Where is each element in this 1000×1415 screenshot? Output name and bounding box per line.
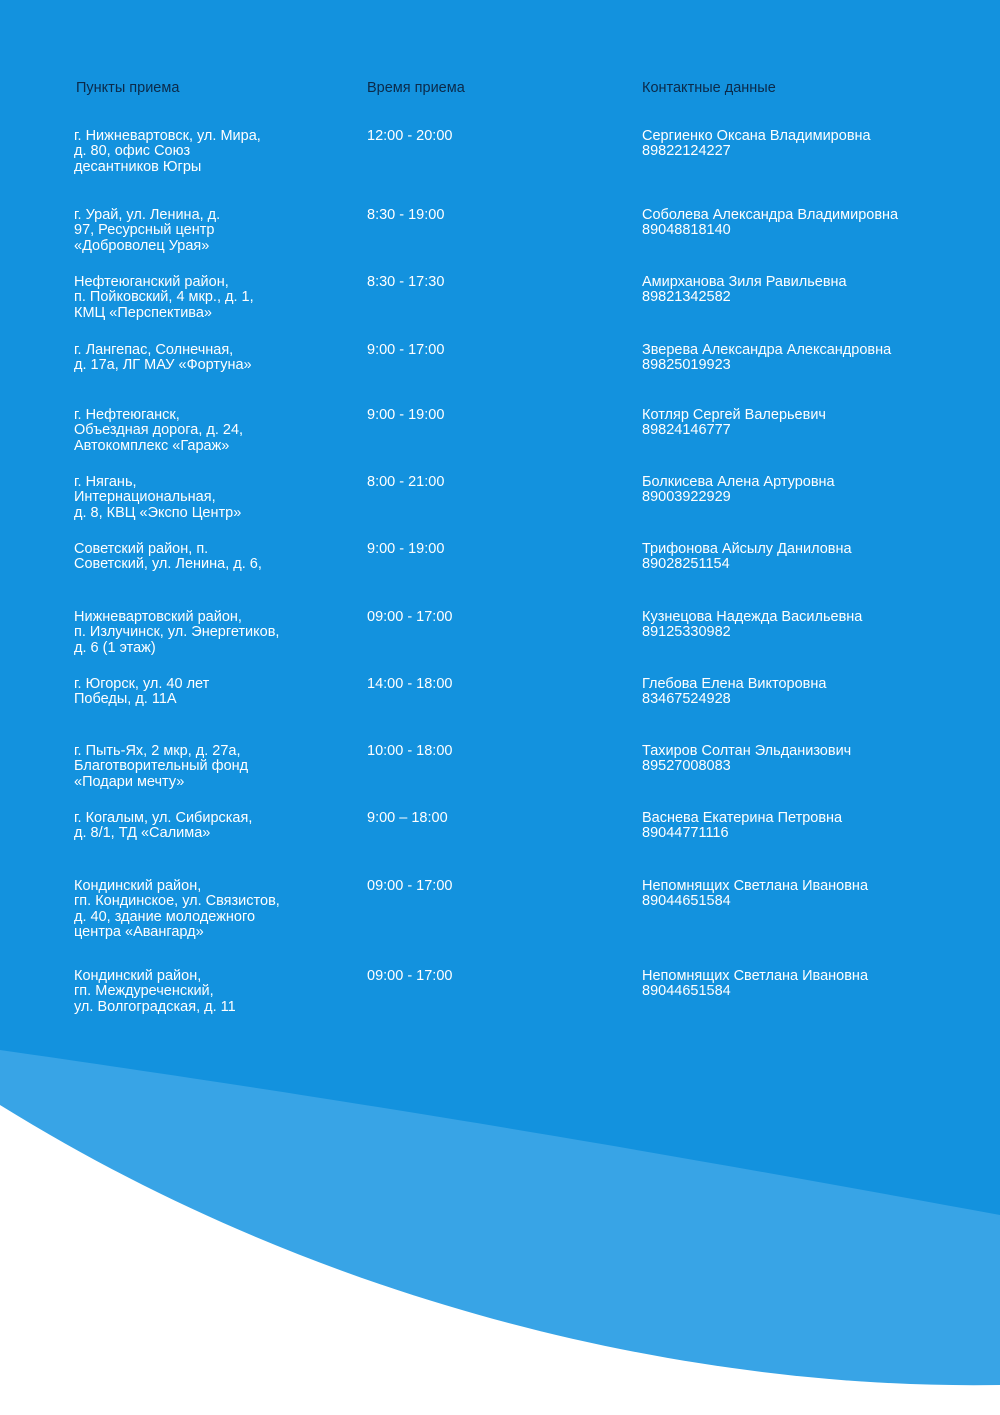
row-contact (642, 811, 982, 842)
row-contact (642, 129, 982, 160)
row-time: 9:00 - 19:00 (367, 541, 445, 557)
row-contact (642, 208, 982, 239)
contact-name: Амирханова Зиля Равильевна (642, 274, 847, 290)
contact-name: Кузнецова Надежда Васильевна (642, 609, 863, 625)
row-contact (642, 275, 982, 306)
row-time: 9:00 – 18:00 (367, 810, 448, 826)
row-address: Кондинский район, гп. Кондинское, ул. Связистов, д. 40, здание молодежного центра «Авангард» (74, 878, 280, 941)
row-contact (642, 343, 982, 374)
row-address: г. Пыть-Ях, 2 мкр, д. 27а, Благотворительный фонд «Подари мечту» (74, 743, 249, 790)
row-time: 09:00 - 17:00 (367, 609, 453, 625)
row-contact (642, 408, 982, 439)
contact-name: Васнева Екатерина Петровна (642, 810, 843, 826)
contact-name: Непомнящих Светлана Ивановна (642, 968, 869, 984)
row-contact (642, 542, 982, 573)
contact-phone: 89125330982 (642, 624, 731, 641)
row-address: г. Когалым, ул. Сибирская, д. 8/1, ТД «Салима» (74, 810, 253, 842)
contact-name: Сергиенко Оксана Владимировна (642, 128, 871, 144)
contact-name: Тахиров Солтан Эльданизович (642, 743, 852, 759)
row-contact (642, 475, 982, 506)
contact-phone: 89044651584 (642, 893, 731, 910)
row-time: 14:00 - 18:00 (367, 676, 453, 692)
row-time: 12:00 - 20:00 (367, 128, 453, 144)
row-address: Нефтеюганский район, п. Пойковский, 4 мкр., д. 1, КМЦ «Перспектива» (74, 274, 254, 321)
row-time: 09:00 - 17:00 (367, 968, 453, 984)
row-time: 8:30 - 17:30 (367, 274, 445, 290)
contact-name: Котляр Сергей Валерьевич (642, 407, 826, 423)
row-address: Кондинский район, гп. Междуреченский, ул. Волгоградская, д. 11 (74, 968, 236, 1015)
row-time: 9:00 - 17:00 (367, 342, 445, 358)
contact-phone: 89003922929 (642, 489, 731, 506)
row-contact (642, 677, 982, 708)
row-time: 10:00 - 18:00 (367, 743, 453, 759)
row-address: г. Урай, ул. Ленина, д. 97, Ресурсный центр «Доброволец Урая» (74, 207, 221, 254)
contact-name: Глебова Елена Викторовна (642, 676, 827, 692)
contact-phone: 83467524928 (642, 691, 731, 708)
header-points: Пункты приема (76, 80, 180, 96)
contact-name: Трифонова Айсылу Даниловна (642, 541, 852, 557)
table-header (0, 80, 1000, 100)
contact-name: Болкисева Алена Артуровна (642, 474, 835, 490)
contact-phone: 89825019923 (642, 357, 731, 374)
contact-phone: 89028251154 (642, 556, 730, 573)
row-address: г. Лангепас, Солнечная, д. 17а, ЛГ МАУ «Фортуна» (74, 342, 252, 374)
row-address: г. Югорск, ул. 40 лет Победы, д. 11А (74, 676, 210, 708)
contact-name: Соболева Александра Владимировна (642, 207, 899, 223)
row-contact (642, 879, 982, 910)
row-time: 8:30 - 19:00 (367, 207, 445, 223)
header-time: Время приема (367, 80, 465, 96)
row-address: Нижневартовский район, п. Излучинск, ул. Энергетиков, д. 6 (1 этаж) (74, 609, 280, 656)
row-contact (642, 969, 982, 1000)
header-contacts: Контактные данные (642, 80, 776, 96)
contact-name: Непомнящих Светлана Ивановна (642, 878, 869, 894)
contact-name: Зверева Александра Александровна (642, 342, 892, 358)
contact-phone: 89821342582 (642, 289, 731, 306)
row-address: г. Нефтеюганск, Объездная дорога, д. 24, Автокомплекс «Гараж» (74, 407, 244, 454)
row-contact (642, 744, 982, 775)
row-time: 9:00 - 19:00 (367, 407, 445, 423)
contact-phone: 89044651584 (642, 983, 731, 1000)
row-contact (642, 610, 982, 641)
contact-phone: 89822124227 (642, 143, 731, 160)
row-time: 09:00 - 17:00 (367, 878, 453, 894)
contact-phone: 89048818140 (642, 222, 731, 239)
contact-phone: 89824146777 (642, 422, 731, 439)
row-time: 8:00 - 21:00 (367, 474, 445, 490)
row-address: г. Нягань, Интернациональная, д. 8, КВЦ «Экспо Центр» (74, 474, 242, 521)
row-address: Советский район, п. Советский, ул. Ленина, д. 6, (74, 541, 262, 573)
contact-phone: 89527008083 (642, 758, 731, 775)
row-address: г. Нижневартовск, ул. Мира, д. 80, офис Союз десантников Югры (74, 128, 261, 175)
contact-phone: 89044771116 (642, 825, 729, 842)
